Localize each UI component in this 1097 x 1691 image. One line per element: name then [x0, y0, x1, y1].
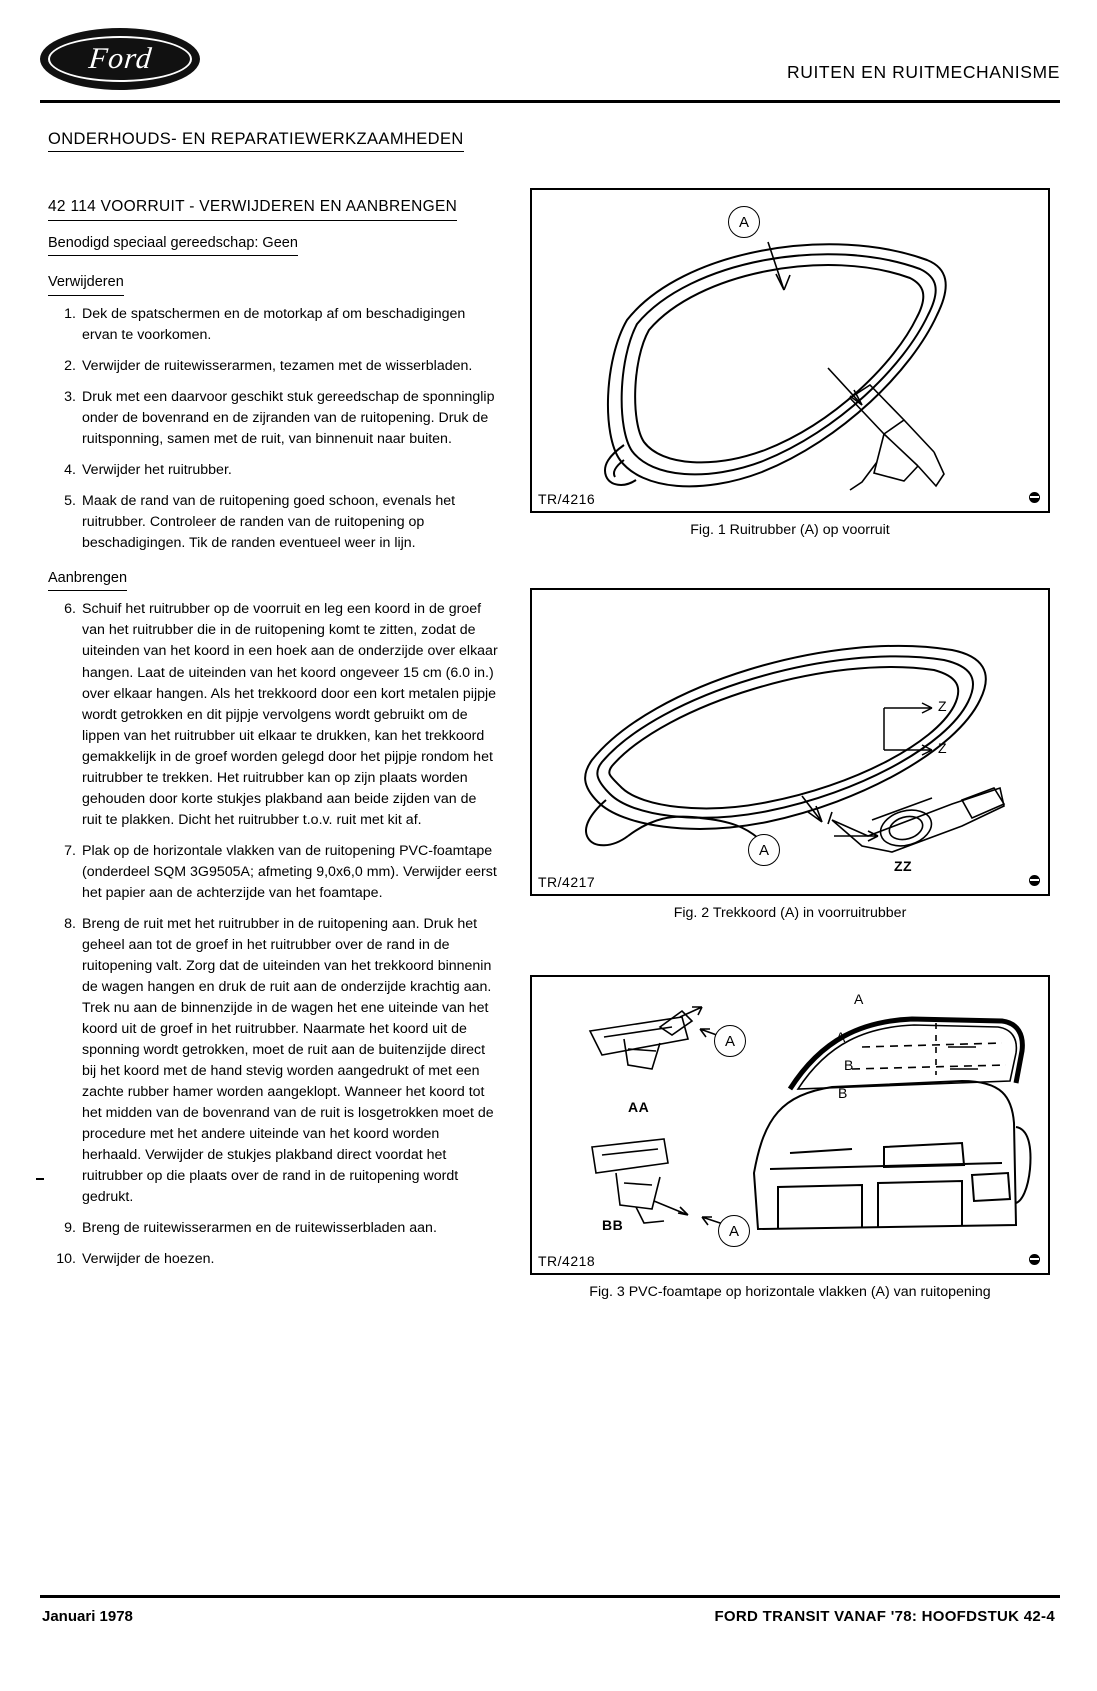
steps-list-install	[48, 599, 500, 1269]
steps-list-remove	[48, 304, 500, 554]
step-text: Druk met een daarvoor geschikt stuk gereedschap de sponninglip onder de bovenrand en de zijranden van de ruitopening. Druk de ruitsponning, samen met de ruit, van binnenuit naar buiten.	[82, 388, 495, 447]
figure-3-callout-a-bottom: A	[718, 1215, 750, 1247]
margin-tick	[36, 1178, 44, 1180]
figure-2-callout-zz: ZZ	[894, 858, 913, 875]
header-title: RUITEN EN RUITMECHANISME	[786, 62, 1060, 82]
ford-logo	[40, 28, 200, 90]
figure-3-callout-b-lower: B	[838, 1085, 848, 1102]
remove-heading: Verwijderen	[48, 272, 124, 295]
step-text: Schuif het ruitrubber op de voorruit en leg een koord in de groef van het ruitrubber die in de ruitopening komt te zitten, zodat de uiteinden van het koord in een hoek aan de onderzijde over elkaar hangen. Laat de uiteinden van het koord ongeveer 15 cm (6.0 in.) over elkaar hangen. Als het trekkoord door een kort metalen pijpje wordt getrokken en dit pijpje vervolgens wordt gebruikt om de lippen van het ruitrubber uit elkaar te drukken, kan het trekkoord gemakkelijk in de groef worden gelegd door het pijpje rondom het ruitrubber te trekken. Het ruitrubber kan op zijn plaats worden gehouden door korte stukjes plakband aan beide zijden van de ruit te plakken. Dicht het ruitrubber t.o.v. ruit met kit af.	[82, 601, 498, 828]
figure-2-code: TR/4217	[538, 874, 596, 891]
figure-1-code: TR/4216	[538, 491, 596, 507]
figure-2-caption: Fig. 2 Trekkoord (A) in voorruitrubber	[673, 905, 907, 922]
step-number: 10.	[56, 1250, 76, 1267]
list-item	[48, 914, 500, 1208]
step-text: Verwijder het ruitrubber.	[82, 461, 232, 478]
figure-1-callout-a: A	[728, 206, 760, 238]
list-item	[48, 460, 500, 481]
step-number: 4.	[64, 461, 76, 478]
step-number: 5.	[64, 492, 76, 509]
step-number: 6.	[64, 601, 76, 618]
figure-3-callout-a-lead: A	[854, 991, 864, 1008]
step-number: 2.	[64, 357, 76, 374]
list-item	[48, 599, 500, 830]
right-figure-column	[530, 188, 1050, 1303]
figure-1	[530, 188, 1050, 513]
figure-2	[530, 588, 1050, 896]
list-item	[48, 304, 500, 346]
figure-1-caption: Fig. 1 Ruitrubber (A) op voorruit	[690, 522, 890, 538]
list-item	[48, 1249, 500, 1270]
figure-3-caption: Fig. 3 PVC-foamtape op horizontale vlakken (A) van ruitopening	[589, 1284, 991, 1301]
step-text: Verwijder de hoezen.	[82, 1250, 215, 1267]
footer-date: Januari 1978	[42, 1608, 133, 1625]
figure-1-illustration	[532, 190, 1048, 511]
list-item	[48, 841, 500, 904]
step-text: Dek de spatschermen en de motorkap af om beschadigingen ervan te voorkomen.	[82, 305, 466, 343]
figure-3-callout-b-upper: B	[844, 1057, 854, 1074]
list-item	[48, 491, 500, 554]
step-text: Maak de rand van de ruitopening goed schoon, evenals het ruitrubber. Controleer de randen van de ruitopening op beschadigingen. Tik de randen eventueel weer in lijn.	[82, 492, 456, 551]
left-text-column	[48, 196, 500, 1280]
footer-divider	[40, 1595, 1060, 1598]
step-number: 9.	[64, 1219, 76, 1236]
special-tools-line: Benodigd speciaal gereedschap: Geen	[48, 233, 298, 256]
step-number: 7.	[64, 842, 76, 859]
step-number: 8.	[64, 915, 76, 932]
install-heading: Aanbrengen	[48, 568, 127, 591]
figure-3	[530, 975, 1050, 1275]
list-item	[48, 356, 500, 377]
step-number: 1.	[64, 305, 76, 322]
header-divider	[40, 100, 1060, 103]
figure-3-callout-a-inner: A	[836, 1029, 846, 1046]
section-heading: ONDERHOUDS- EN REPARATIEWERKZAAMHEDEN	[48, 130, 464, 152]
list-item	[48, 387, 500, 450]
step-text: Breng de ruitewisserarmen en de ruitewisserbladen aan.	[82, 1219, 437, 1236]
logo-wordmark: Ford	[86, 42, 154, 75]
figure-3-code: TR/4218	[538, 1253, 596, 1270]
step-text: Breng de ruit met het ruitrubber in de ruitopening aan. Druk het geheel aan tot de groef in het ruitrubber over de rand in de ruitopening valt. Zorg dat de uiteinden van het trekkoord binnenin de wagen hangen en druk de ruit aan de onderzijde krachtig aan. Trek nu aan de binnenzijde in de wagen het ene uiteinde van het koord uit de groef in het ruitrubber. Naarmate het koord uit de sponning wordt getrokken, moet de ruit aan de buitenzijde direct bij het koord met de hand stevig worden aangedrukt of met een zachte rubber hamer worden aangeklopt. Wanneer het koord tot het midden van de bovenrand van de ruit is losgetrokken moet de procedure met het andere uiteinde van het koord worden herhaald. Verwijder de stukjes plakband direct voordat het ruitrubber op die plaats over de rand in de ruitopening wordt gedrukt.	[82, 915, 494, 1205]
step-text: Verwijder de ruitewisserarmen, tezamen met de wisserbladen.	[82, 357, 473, 374]
figure-2-callout-a: A	[748, 834, 780, 866]
figure-2-callout-z1: Z	[938, 698, 948, 715]
step-text: Plak op de horizontale vlakken van de ruitopening PVC-foamtape (onderdeel SQM 3G9505A; afmeting 9,0x6,0 mm). Verwijder eerst het papier aan de achterzijde van het foamtape.	[82, 842, 497, 901]
figure-1-marker	[1029, 492, 1040, 503]
figure-2-illustration	[532, 590, 1048, 894]
page-header	[40, 28, 1060, 98]
figure-3-callout-aa: AA	[628, 1099, 650, 1116]
procedure-title: 42 114 VOORRUIT - VERWIJDEREN EN AANBRENGEN	[48, 196, 457, 221]
step-number: 3.	[64, 388, 76, 405]
footer-reference: FORD TRANSIT VANAF '78: HOOFDSTUK 42-4	[714, 1608, 1055, 1625]
list-item	[48, 1218, 500, 1239]
figure-3-callout-bb: BB	[602, 1217, 624, 1234]
figure-3-callout-a-top: A	[714, 1025, 746, 1057]
figure-2-callout-z2: Z	[938, 740, 948, 757]
